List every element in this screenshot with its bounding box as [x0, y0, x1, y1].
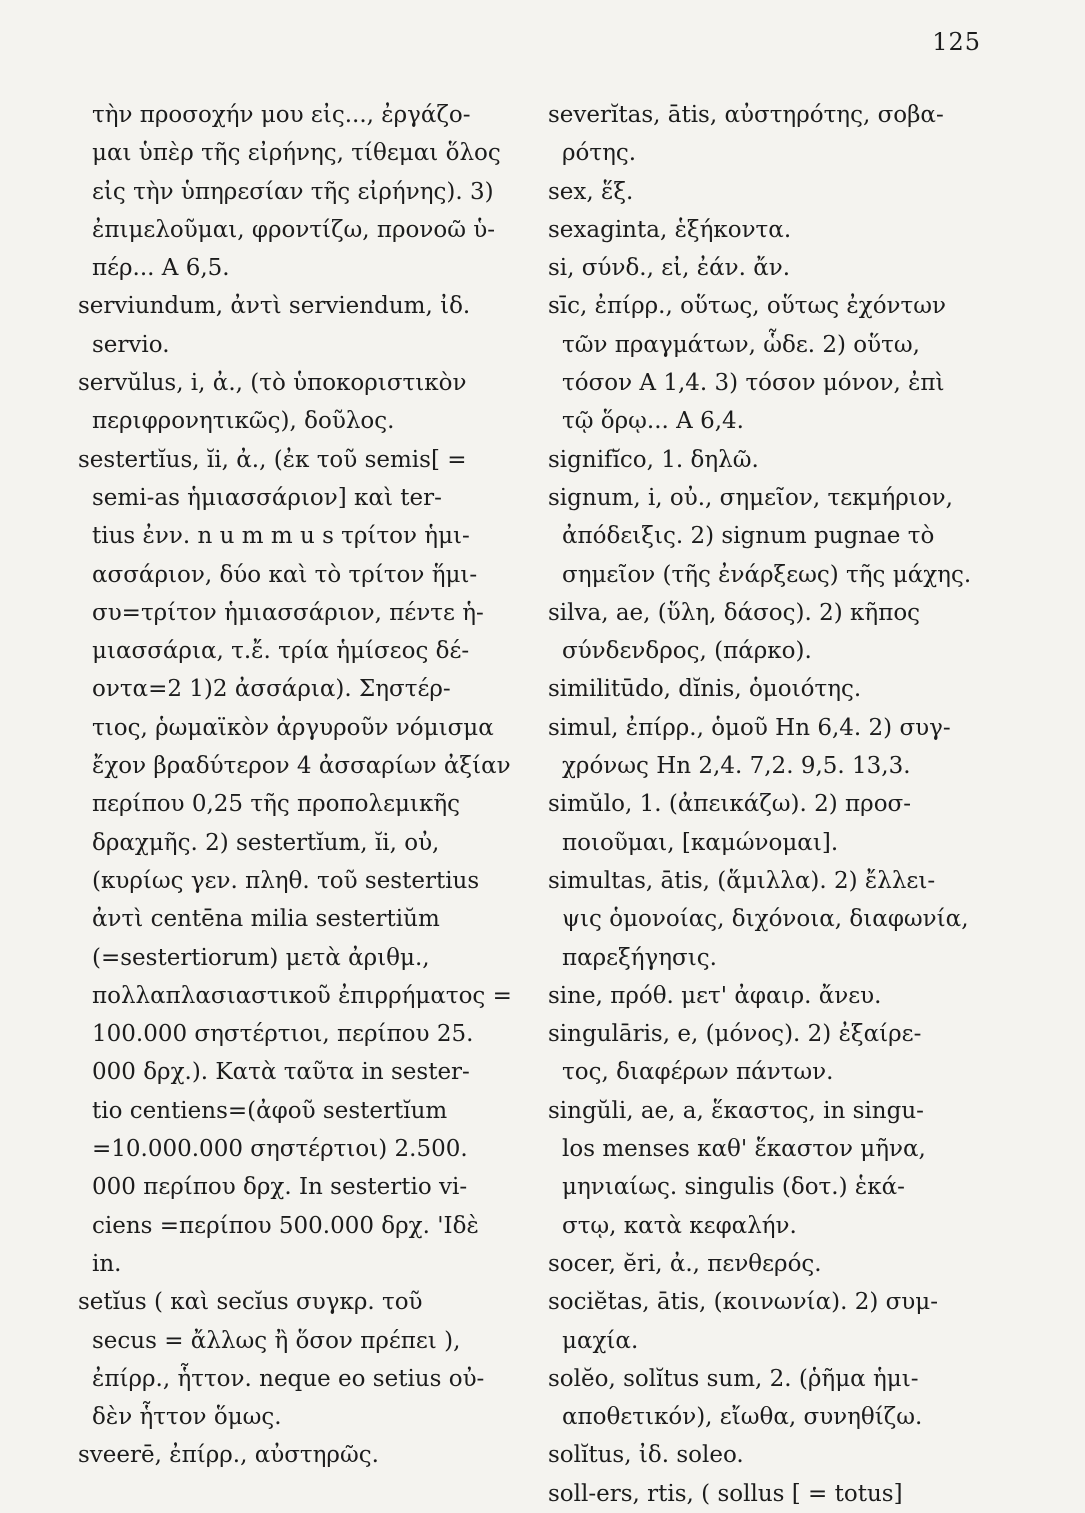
- text-line: in.: [92, 1250, 122, 1277]
- text-line: ασσάριον, δύο καὶ τὸ τρίτον ἥμι-: [92, 561, 478, 588]
- text-line: setĭus ( καὶ secĭus συγκρ. τοῦ: [78, 1289, 423, 1316]
- text-line: tius ἐνν. n u m m u s τρίτον ἡμι-: [92, 523, 470, 550]
- text-line: ψις ὁμονοίας, διχόνοια, διαφωνία,: [562, 906, 969, 933]
- text-line: si, σύνδ., εἰ, ἐάν. ἄν.: [548, 255, 791, 282]
- text-line: singulāris, e, (μόνος). 2) ἐξαίρε-: [548, 1021, 922, 1048]
- text-line: 000 δρχ.). Κατὰ ταῦτα in sester-: [92, 1059, 470, 1086]
- text-line: sex, ἕξ.: [548, 178, 634, 205]
- text-line: simul, ἐπίρρ., ὁμοῦ Hn 6,4. 2) συγ-: [548, 714, 951, 741]
- text-line: ἔχον βραδύτερον 4 ἀσσαρίων ἀξίαν: [92, 753, 511, 780]
- text-line: χρόνως Hn 2,4. 7,2. 9,5. 13,3.: [562, 753, 911, 780]
- text-line: ἐπίρρ., ἧττον. neque eo setius οὐ-: [92, 1365, 485, 1392]
- text-line: ρότης.: [562, 140, 637, 167]
- text-line: 100.000 σηστέρτιοι, περίπου 25.: [92, 1021, 474, 1048]
- text-line: singŭli, ae, a, ἕκαστος, in singu-: [548, 1097, 924, 1124]
- text-line: τόσον A 1,4. 3) τόσον μόνον, ἐπὶ: [562, 370, 945, 397]
- text-line: =10.000.000 σηστέρτιοι) 2.500.: [92, 1136, 468, 1163]
- text-line: los menses καθ' ἕκαστον μῆνα,: [562, 1136, 926, 1163]
- text-line: sociĕtas, ātis, (κοινωνία). 2) συμ-: [548, 1289, 939, 1316]
- text-line: sīc, ἐπίρρ., οὕτως, οὕτως ἐχόντων: [548, 293, 946, 320]
- text-line: similitūdo, dĭnis, ὁμοιότης.: [548, 676, 862, 703]
- text-line: signum, i, οὐ., σημεῖον, τεκμήριον,: [548, 484, 953, 511]
- text-line: σημεῖον (τῆς ἐνάρξεως) τῆς μάχης.: [562, 561, 972, 588]
- text-line: περίπου 0,25 τῆς προπολεμικῆς: [92, 791, 460, 818]
- text-line: ciens =περίπου 500.000 δρχ. 'Ιδὲ: [92, 1212, 479, 1239]
- text-line: τῶν πραγμάτων, ὧδε. 2) οὕτω,: [562, 331, 920, 358]
- text-line: (κυρίως γεν. πληθ. τοῦ sestertius: [92, 867, 480, 894]
- text-line: πέρ... A 6,5.: [92, 255, 230, 282]
- text-line: simŭlo, 1. (ἀπεικάζω). 2) προσ-: [548, 791, 912, 818]
- text-line: serviundum, ἀντὶ serviendum, ἰδ.: [78, 293, 471, 320]
- text-line: socer, ĕri, ἀ., πενθερός.: [548, 1250, 822, 1277]
- text-line: δραχμῆς. 2) sestertĭum, ĭi, οὐ,: [92, 829, 440, 856]
- text-line: ἐπιμελοῦμαι, φροντίζω, προνοῶ ὑ-: [92, 216, 496, 243]
- text-line: tio centiens=(ἀφοῦ sestertĭum: [92, 1097, 448, 1124]
- text-line: μαι ὑπὲρ τῆς εἰρήνης, τίθεμαι ὅλος: [92, 140, 501, 167]
- text-line: servio.: [92, 331, 170, 358]
- text-line: soll-ers, rtis, ( sollus [ = totus]: [548, 1480, 903, 1507]
- text-line: σύνδενδρος, (πάρκο).: [562, 638, 812, 665]
- text-line: 000 περίπου δρχ. In sestertio vi-: [92, 1174, 468, 1201]
- text-line: secus = ἄλλως ἢ ὅσον πρέπει ),: [92, 1327, 461, 1354]
- text-line: στῳ, κατὰ κεφαλήν.: [562, 1212, 797, 1239]
- text-line: servŭlus, i, ἀ., (τὸ ὑποκοριστικὸν: [78, 370, 467, 397]
- text-line: μαχία.: [562, 1327, 639, 1354]
- text-line: sexaginta, ἑξήκοντα.: [548, 216, 792, 243]
- text-line: silva, ae, (ὕλη, δάσος). 2) κῆπος: [548, 599, 921, 626]
- text-line: παρεξήγησις.: [562, 944, 717, 971]
- text-line: αποθετικόν), εἴωθα, συνηθίζω.: [562, 1404, 923, 1431]
- text-line: τὴν προσοχήν μου εἰς..., ἐργάζο-: [92, 102, 471, 128]
- text-line: περιφρονητικῶς), δοῦλος.: [92, 408, 395, 435]
- text-line: εἰς τὴν ὑπηρεσίαν τῆς εἰρήνης). 3): [92, 178, 494, 205]
- text-line: solĭtus, ἰδ. soleo.: [548, 1442, 744, 1469]
- page-number: 125: [932, 28, 981, 56]
- text-line: sveerē, ἐπίρρ., αὐστηρῶς.: [78, 1442, 379, 1469]
- text-line: solĕo, solĭtus sum, 2. (ῥῆμα ἡμι-: [548, 1365, 919, 1392]
- text-line: ἀντὶ centēna milia sestertiŭm: [92, 906, 440, 933]
- text-line: τος, διαφέρων πάντων.: [562, 1059, 834, 1086]
- text-line: severĭtas, ātis, αὐστηρότης, σοβα-: [548, 102, 944, 128]
- text-line: ἀπόδειξις. 2) signum pugnae τὸ: [562, 523, 935, 550]
- text-line: sestertĭus, ĭi, ἀ., (ἐκ τοῦ semis[ =: [78, 446, 467, 473]
- text-line: μιασσάρια, τ.ἔ. τρία ἡμίσεος δέ-: [92, 638, 470, 665]
- text-line: συ=τρίτον ἡμιασσάριον, πέντε ἡ-: [92, 599, 484, 626]
- text-line: simultas, ātis, (ἅμιλλα). 2) ἔλλει-: [548, 867, 936, 894]
- text-line: τιος, ῥωμαϊκὸν ἀργυροῦν νόμισμα: [92, 714, 494, 741]
- text-line: πολλαπλασιαστικοῦ ἐπιρρήματος =: [92, 982, 512, 1009]
- text-line: (=sestertiorum) μετὰ ἀριθμ.,: [92, 944, 430, 971]
- text-line: sine, πρόθ. μετ' ἀφαιρ. ἄνευ.: [548, 982, 882, 1009]
- text-line: δὲν ἧττον ὅμως.: [92, 1404, 282, 1431]
- left-column: [78, 96, 518, 1475]
- text-line: τῷ ὅρῳ... A 6,4.: [562, 408, 744, 435]
- text-line: semi-as ἡμιασσάριον] καὶ ter-: [92, 484, 442, 511]
- text-line: signifĭco, 1. δηλῶ.: [548, 446, 759, 473]
- right-column: [548, 96, 998, 1513]
- text-line: οντα=2 1)2 ἀσσάρια). Σηστέρ-: [92, 676, 451, 703]
- text-line: μηνιαίως. singulis (δοτ.) ἑκά-: [562, 1174, 905, 1201]
- text-line: ποιοῦμαι, [καμώνομαι].: [562, 829, 839, 856]
